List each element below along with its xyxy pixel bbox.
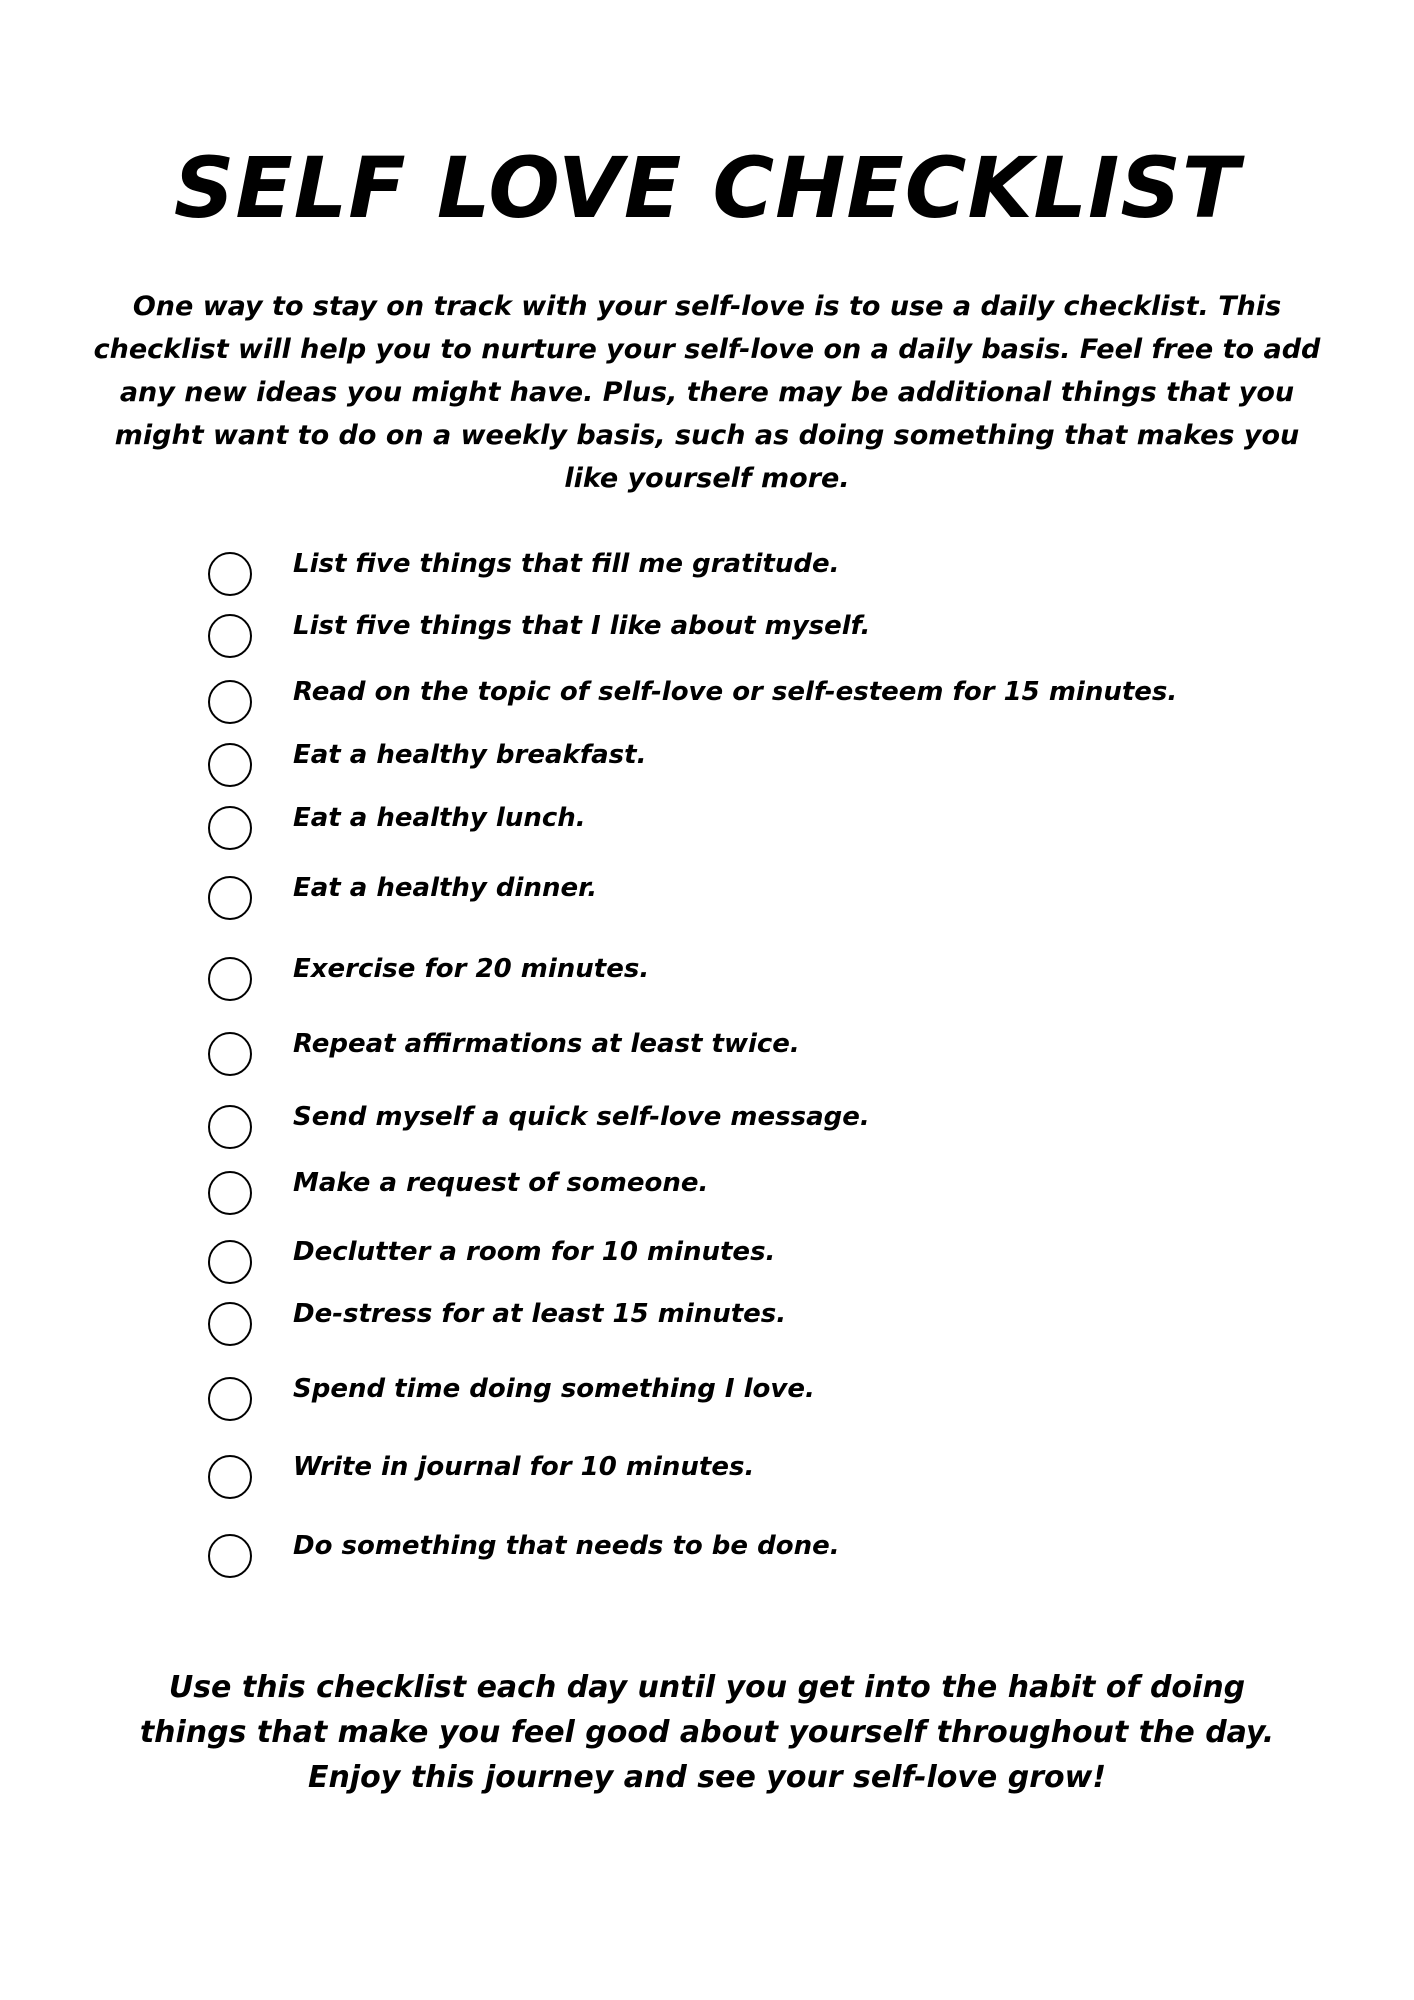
item-label: Spend time doing something I love. [293,1374,815,1404]
list-item [208,1168,1208,1219]
item-label: List five things that fill me gratitude. [293,549,840,579]
list-item [208,740,1208,791]
page-title: SELF LOVE CHECKLIST [173,139,1241,237]
checkbox-circle[interactable] [208,1171,252,1215]
list-item [208,954,1208,1005]
checkbox-circle[interactable] [208,1105,252,1149]
list-item [208,803,1208,854]
intro-paragraph: One way to stay on track with your self-love is to use a daily checklist. This checklist will help you to nurture your self-love on a daily basis. Feel free to add any new ideas you might have. Plus, there may be additional things that you might want to do on a weekly basis, such as doing something that makes you like yourself more. [93,291,1321,494]
item-label: Make a request of someone. [293,1168,709,1198]
list-item [208,1452,1208,1503]
item-label: Send myself a quick self-love message. [293,1102,870,1132]
checkbox-circle[interactable] [208,614,252,658]
item-label: Write in journal for 10 minutes. [293,1452,755,1482]
list-item [208,549,1208,600]
list-item [208,1237,1208,1288]
list-item [208,1374,1208,1425]
checkbox-circle[interactable] [208,806,252,850]
list-item [208,677,1208,728]
item-label: Do something that needs to be done. [293,1531,840,1561]
item-label: Eat a healthy lunch. [293,803,586,833]
item-label: Eat a healthy dinner. [293,873,598,903]
checkbox-circle[interactable] [208,552,252,596]
checkbox-circle[interactable] [208,1377,252,1421]
checkbox-circle[interactable] [208,1032,252,1076]
checkbox-circle[interactable] [208,680,252,724]
checkbox-circle[interactable] [208,743,252,787]
list-item [208,611,1208,662]
checkbox-circle[interactable] [208,876,252,920]
list-item [208,1029,1208,1080]
item-label: Exercise for 20 minutes. [293,954,650,984]
list-item [208,1102,1208,1153]
checkbox-circle[interactable] [208,1455,252,1499]
item-label: Declutter a room for 10 minutes. [293,1237,776,1267]
checkbox-circle[interactable] [208,1302,252,1346]
item-label: Read on the topic of self-love or self-esteem for 15 minutes. [293,677,1178,707]
list-item [208,1531,1208,1582]
item-label: Repeat affirmations at least twice. [293,1029,800,1059]
checkbox-circle[interactable] [208,957,252,1001]
item-label: Eat a healthy breakfast. [293,740,647,770]
checkbox-circle[interactable] [208,1240,252,1284]
list-item [208,1299,1208,1350]
checkbox-circle[interactable] [208,1534,252,1578]
closing-paragraph: Use this checklist each day until you get into the habit of doing things that make you feel good about yourself throughout the day. Enjoy this journey and see your self-love grow! [139,1670,1275,1795]
item-label: List five things that I like about myself. [293,611,871,641]
list-item [208,873,1208,924]
item-label: De-stress for at least 15 minutes. [293,1299,787,1329]
